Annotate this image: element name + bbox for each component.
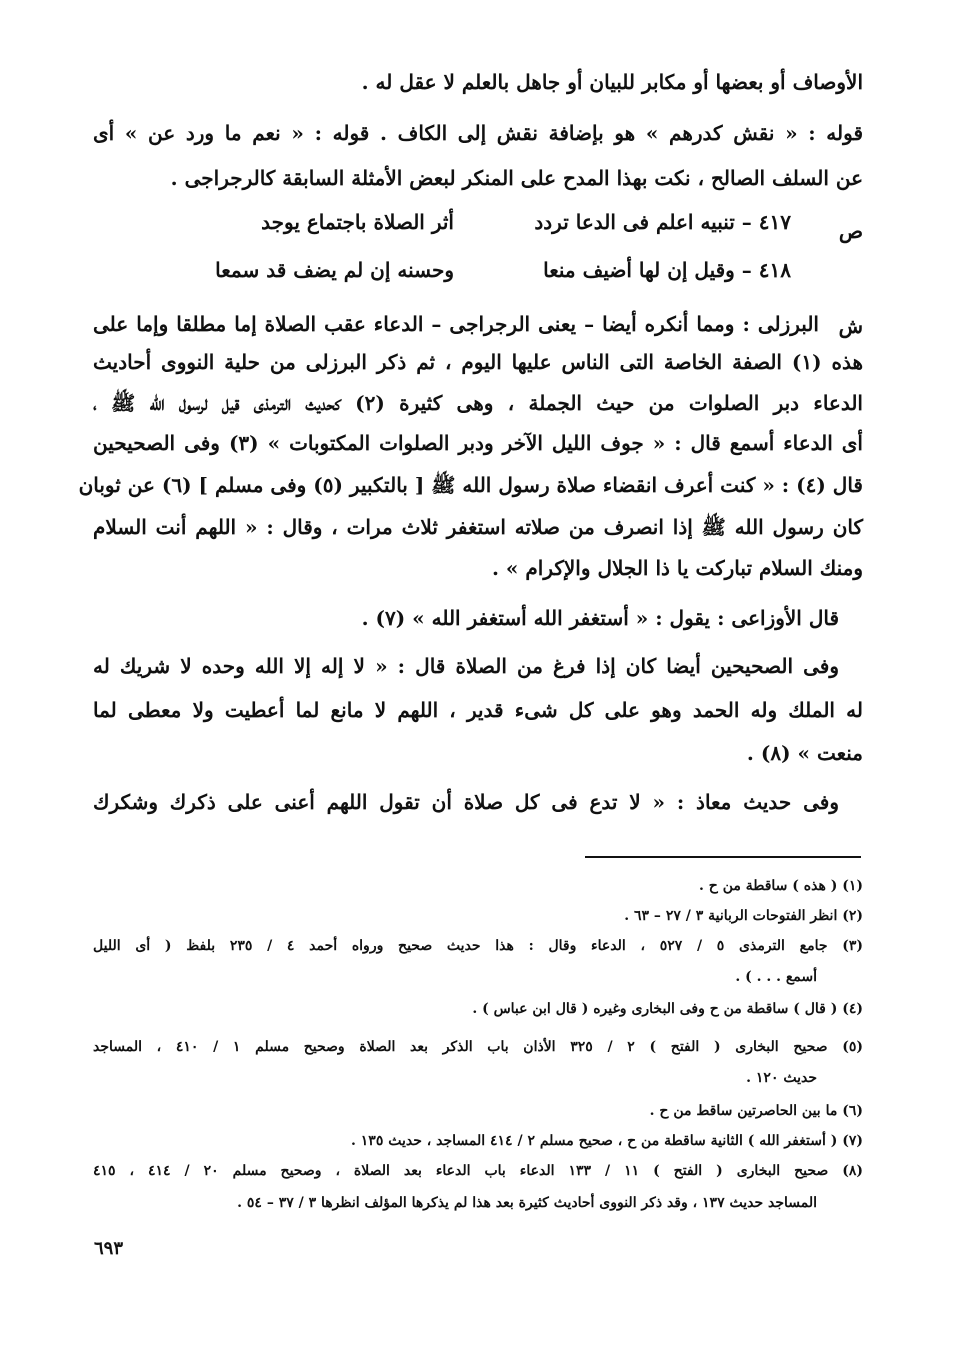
footnote-2: (٢) انظر الفتوحات الربانية ٣ / ٢٧ – ٦٣ . — [624, 908, 863, 924]
verse-417-second-hemistich: أثر الصلاة باجتماع يوجد — [261, 210, 454, 234]
commentary-line-4: أى الدعاء أسمع قال : « جوف الليل الآخر ودبر الصلوات المكتوبات » (٣) وفى الصحيحين — [93, 431, 863, 455]
body-line-2: قوله : « نقش كدرهم » هو بإضافة نقش إلى الكاف . قوله : « نعم ما ورد عن » أى — [93, 121, 863, 145]
awzai-paragraph: قال الأوزاعى : يقول : « أستغفر الله أستغفر الله » (٧) . — [361, 606, 839, 630]
sahihayn-line-2: له الملك وله الحمد وهو على كل شىء قدير ، اللهم لا مانع لما أعطيت ولا معطى لما — [93, 698, 863, 722]
commentary-line-7: ومنك السلام تباركت يا ذا الجلال والإكرام » . — [491, 556, 863, 580]
footnote-3-continued: أسمع . . . ) . — [735, 969, 817, 985]
verse-marker: ص — [838, 219, 863, 243]
footnote-5: (٥) صحيح البخارى ( الفتح ) ٢ / ٣٢٥ الأذان باب الذكر بعد الصلاة وصحيح مسلم ١ / ٤١٠ ، المساجد — [93, 1039, 863, 1055]
footnote-4: (٤) ( قال ) ساقطة من ح وفى البخارى وغيره ( قال ابن عباس ) . — [472, 1001, 863, 1017]
body-line-3: عن السلف الصالح ، نكت بهذا المدح على المنكر لبعض الأمثلة السابقة كالرجراجى . — [170, 166, 863, 190]
commentary-line-3: الدعاء دبر الصلوات من حيث الجملة ، وهى كثيرة (٢) كحديث الترمذى قيل لرسول الله ﷺ ، — [93, 391, 863, 415]
sahihayn-line-1: وفى الصحيحين أيضا كان إذا فرغ من الصلاة قال : « لا إله إلا الله وحده لا شريك له — [93, 654, 839, 678]
body-line-1: الأوصاف أو بعضها أو مكابر للبيان أو جاهل بالعلم لا عقل له . — [361, 70, 863, 94]
page-number: ٦٩٣ — [94, 1238, 124, 1259]
footnote-8: (٨) صحيح البخارى ( الفتح ) ١١ / ١٣٣ الدعاء باب الدعاء بعد الصلاة ، وصحيح مسلم ٢٠ / ٤١٤ ، ٤١٥ — [93, 1163, 864, 1179]
footnote-7: (٧) ( أستغفر الله ) الثانية ساقطة من ح ، صحيح مسلم ٢ / ٤١٤ المساجد ، حديث ١٣٥ . — [351, 1133, 863, 1149]
footnote-5-continued: حديث ١٢٠ . — [746, 1070, 817, 1086]
sahihayn-line-3: منعت » (٨) . — [746, 741, 863, 765]
muadh-line-1: وفى حديث معاذ : « لا تدع فى كل صلاة أن تقول اللهم أعنى على ذكرك وشكرك — [93, 790, 839, 814]
verse-418-second-hemistich: وحسنه إن لم يضف قد سمعا — [215, 258, 454, 282]
footnote-separator — [585, 856, 861, 858]
verse-418-first-hemistich: ٤١٨ – وقيل إن لها أضيف منعا — [543, 258, 791, 282]
verse-417-first-hemistich: ٤١٧ – تنبيه اعلم فى الدعا تردد — [534, 210, 791, 234]
commentary-line-6: كان رسول الله ﷺ إذا انصرف من صلاته استغفر ثلاث مرات ، وقال : « اللهم أنت السلام — [93, 515, 863, 539]
footnote-3: (٣) جامع الترمذى ٥ / ٥٢٧ ، الدعاء وقال : هذا حديث صحيح ورواه أحمد ٤ / ٢٣٥ بلفظ ( أى الليل — [93, 938, 863, 954]
footnote-1: (١) ( هذه ) ساقطة من ح . — [699, 878, 863, 894]
commentary-line-5: قال (٤) : « كنت أعرف انقضاء صلاة رسول الله ﷺ [ بالتكبير (٥) وفى مسلم ] (٦) عن ثوبان — [78, 473, 863, 497]
commentary-marker: ش — [838, 314, 863, 338]
footnote-6: (٦) ما بين الحاصرتين ساقط من ح . — [649, 1103, 863, 1119]
commentary-line-1: البرزلى : ومما أنكره أيضا – يعنى الرجراجى – الدعاء عقب الصلاة إما مطلقا وإما على — [93, 312, 819, 336]
footnote-8-continued: المساجد حديث ١٣٧ ، وقد ذكر النووى أحاديث كثيرة بعد هذا لم يذكرها المؤلف انظرها ٣ / ٣٧ – ٥٤ . — [237, 1195, 817, 1211]
commentary-line-2: هذه (١) الصفة الخاصة التى الناس عليها اليوم ، ثم ذكر البرزلى من حلية النووى أحاديث — [93, 350, 864, 374]
